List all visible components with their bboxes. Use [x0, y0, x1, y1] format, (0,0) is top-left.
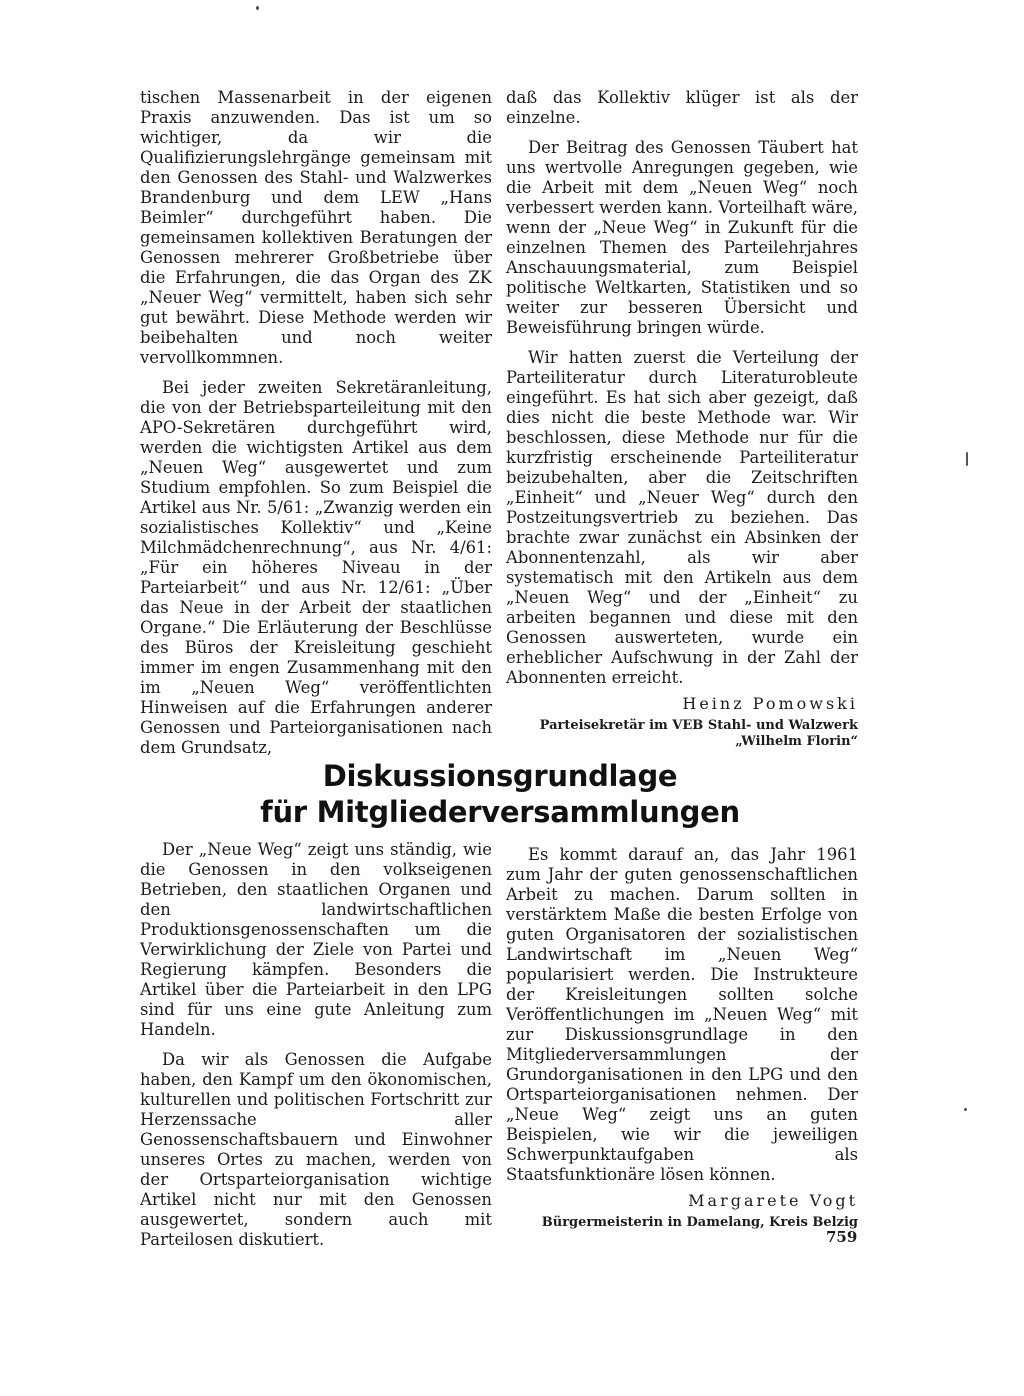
heading-line: Diskussionsgrundlage — [322, 759, 678, 793]
paragraph: Es kommt darauf an, das Jahr 1961 zum Jahr der guten genossenschaftlichen Arbeit zu machen. Darum sollten in verstärktem Maße die besten Erfolge von guten Organisatoren der sozialistischen Landwirtschaft im „Neuen Weg“ popularisiert werden. Die Instrukteure der Kreisleitungen sollten solche Veröffentlichungen im „Neuen Weg“ mit zur Diskussionsgrundlage in den Mitgliederversammlungen der Grundorganisationen in den LPG und den Ortsparteiorganisationen nehmen. Der „Neue Weg“ zeigt uns an guten Beispielen, wie wir die jeweiligen Schwerpunktaufgaben als Staatsfunktionäre lösen können. — [506, 845, 858, 1184]
paragraph: Da wir als Genossen die Aufgabe haben, den Kampf um den ökonomischen, kulturellen und politischen Fortschritt zur Herzenssache aller Genossenschaftsbauern und Einwohner unseres Ortes zu machen, werden von der Ortsparteiorganisation wichtige Artikel nicht nur mit den Genossen ausgewertet, sondern auch mit Parteilosen diskutiert. — [140, 1050, 492, 1249]
author-name: Margarete Vogt — [688, 1191, 858, 1210]
heading-line: für Mitgliederversammlungen — [260, 795, 740, 829]
top-right-column — [506, 88, 858, 750]
paragraph: Der „Neue Weg“ zeigt uns ständig, wie die Genossen in den volkseigenen Betrieben, den staatlichen Organen und den landwirtschaftlichen Produktionsgenossenschaften um die Verwirklichung der Ziele von Partei und Regierung kämpfen. Besonders die Artikel über die Parteiarbeit in den LPG sind für uns eine gute Anleitung zum Handeln. — [140, 840, 492, 1039]
scan-speck — [966, 452, 968, 466]
bottom-right-column — [506, 845, 858, 1231]
scan-speck — [964, 1108, 967, 1111]
author-name: Heinz Pomowski — [682, 694, 858, 713]
top-left-column — [140, 88, 492, 758]
paragraph: Bei jeder zweiten Sekretäranleitung, die von der Betriebsparteileitung mit den APO-Sekretären durchgeführt wird, werden die wichtigsten Artikel aus dem „Neuen Weg“ ausgewertet und zum Studium empfohlen. So zum Beispiel die Artikel aus Nr. 5/61: „Zwanzig werden ein sozialistisches Kollektiv“ und „Keine Milchmädchenrechnung“, aus Nr. 4/61: „Für ein höheres Niveau in der Parteiarbeit“ und aus Nr. 12/61: „Über das Neue in der Arbeit der staatlichen Organe.“ Die Erläuterung der Beschlüsse des Büros der Kreisleitung geschieht immer im engen Zusammenhang mit den im „Neuen Weg“ veröffentlichten Hinweisen auf die Erfahrungen anderer Genossen und Parteiorganisationen nach dem Grundsatz, — [140, 378, 492, 757]
author-role — [506, 718, 858, 750]
paragraph: tischen Massenarbeit in der eigenen Praxis anzuwenden. Das ist um so wichtiger, da wir die Qualifizierungslehrgänge gemeinsam mit den Genossen des Stahl- und Walzwerkes Brandenburg und dem LEW „Hans Beimler“ durchgeführt haben. Die gemeinsamen kollektiven Beratungen der Genossen mehrerer Großbetriebe über die Erfahrungen, die das Organ des ZK „Neuer Weg“ vermittelt, haben sich sehr gut bewährt. Diese Methode werden wir beibehalten und noch weiter vervollkommnen. — [140, 88, 492, 367]
author-role-line: Parteisekretär im VEB Stahl- und Walzwerk — [539, 718, 858, 733]
paragraph: Der Beitrag des Genossen Täubert hat uns wertvolle Anregungen gegeben, wie die Arbeit mit dem „Neuen Weg“ noch verbessert werden kann. Vorteilhaft wäre, wenn der „Neue Weg“ in Zukunft für die einzelnen Themen des Parteilehrjahres Anschauungsmaterial, zum Beispiel politische Weltkarten, Statistiken und so weiter zur besseren Übersicht und Beweisführung bringen würde. — [506, 138, 858, 337]
bottom-left-column — [140, 840, 492, 1250]
paragraph: Wir hatten zuerst die Verteilung der Parteiliteratur durch Literaturobleute eingeführt. Es hat sich aber gezeigt, daß dies nicht die beste Methode war. Wir beschlossen, diese Methode nur für die kurzfristig erscheinende Parteiliteratur beizubehalten, aber die Zeitschriften „Einheit“ und „Neuer Weg“ durch den Postzeitungsvertrieb zu beziehen. Das brachte zwar zunächst ein Absinken der Abonnentenzahl, als wir aber systematisch mit den Artikeln aus dem „Neuen Weg“ und der „Einheit“ zu arbeiten begannen und diese mit den Genossen auswerteten, wurde ein erheblicher Aufschwung in der Zahl der Abonnenten erreicht. — [506, 348, 858, 687]
paragraph: daß das Kollektiv klüger ist als der einzelne. — [506, 88, 858, 127]
scan-speck — [256, 6, 259, 10]
article-heading — [140, 758, 860, 830]
author-role-line: „Wilhelm Florin“ — [735, 734, 858, 749]
author-role: Bürgermeisterin in Damelang, Kreis Belzig — [541, 1215, 858, 1230]
page-number: 759 — [826, 1228, 858, 1246]
